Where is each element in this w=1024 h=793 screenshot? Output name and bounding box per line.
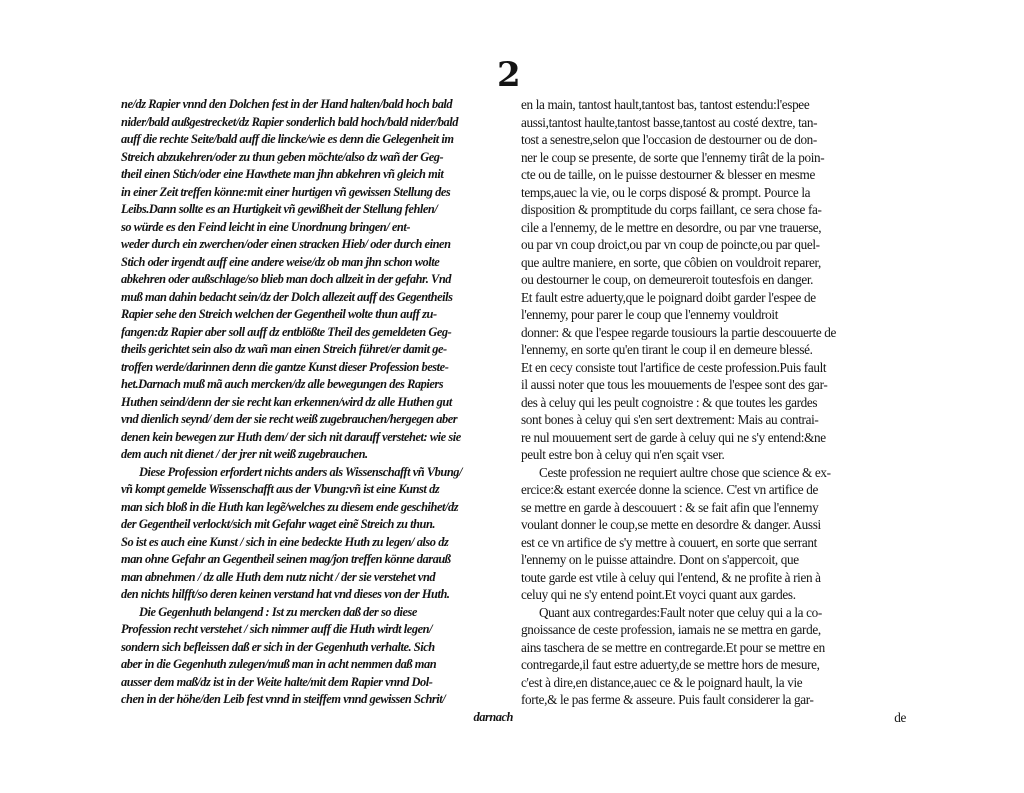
german-text-line: Die Gegenhuth belangend : Ist zu mercken daß der so diese [139,604,417,619]
french-text-line: Ceste profession ne requiert aultre chose que science & ex- [539,464,831,480]
french-text-line: que aultre maniere, en sorte, que côbien on vouldroit reparer, [521,254,822,270]
french-text-line: de [894,709,906,725]
german-text-line: vnd dienlich seynd/ dem der sie recht weiß zugebrauchen/hergegen aber [121,412,458,426]
german-text-line: darnach [473,709,513,724]
german-text-line: den nichts hilfft/so deren keinen verstand hat vnd dieses von der Huth. [121,587,450,601]
german-text-line: het.Darnach muß mã auch mercken/dz alle bewegungen des Rapiers [121,377,444,391]
german-text-line: in einer Zeit treffen könne:mit einer hurtigen vñ gewissen Stellung des [121,184,451,199]
german-text-line: sondern sich befleissen daß er sich in der Gegenhuth verhalte. Sich [121,639,435,654]
french-text-line: en la main, tantost hault,tantost bas, tantost estendu:l'espee [521,97,810,112]
german-text-line: theil einen Stich/oder eine Hawthete man jhn abkehren vñ gleich mit [121,167,444,181]
german-text-line: muß man dahin bedacht sein/dz der Dolch allezeit auff des Gegentheils [121,289,453,304]
german-text-line: so würde es den Feind leicht in eine Unordnung bringen/ ent- [121,219,411,234]
german-text-line: ne/dz Rapier vnnd den Dolchen fest in der Hand halten/bald hoch bald [121,97,453,111]
german-text-line: chen in der höhe/den Leib fest vnnd in steiffem vnnd gewissen Schrit/ [121,692,446,706]
german-text-line: dem auch nit dienet / der jrer nit weiß zugebrauchen. [121,447,368,461]
german-text-line: ausser dem maß/dz ist in der Weite halte/mit dem Rapier vnnd Dol- [121,674,433,689]
french-text-line: contregarde,il faut estre aduerty,de se mettre hors de mesure, [521,657,820,672]
german-text-line: Leibs.Dann sollte es an Hurtigkeit vñ gewißheit der Stellung fehlen/ [121,202,438,216]
french-text-line: re nul mouuement sert de garde à celuy qui ne s'y entend:&ne [521,429,826,445]
french-text-line: l'ennemy, en sorte qu'en tirant le coup il en demeure blessé. [521,342,813,357]
french-text-line: c'est à dire,en distance,auec ce & le poignard hault, la vie [521,674,803,690]
french-text-line: celuy qui ne s'y entend point.Et voyci quant aux gardes. [521,587,796,602]
french-text-line: ou destourner le coup, on demeureroit toutesfois en danger. [521,272,814,287]
french-text-line: disposition & promptitude du corps faillant, ce sera chose fa- [521,202,822,217]
french-text-line: ains taschera de se mettre en contregarde.Et pour se mettre en [521,639,825,655]
french-text-column [521,96,906,726]
german-text-line: So ist es auch eine Kunst / sich in eine bedeckte Huth zu legen/ also dz [121,534,449,549]
german-text-line: Profession recht verstehet / sich nimmer auff die Huth wirdt legen/ [121,622,433,636]
german-text-line: Streich abzukehren/oder zu thun geben möchte/also dz wañ der Geg- [121,149,444,164]
german-text-column [121,96,513,726]
french-text-line: se mettre en garde à descouuert : & se fait afin que l'ennemy [521,499,819,515]
french-text-line: toute garde est vtile à celuy qui l'entend, & ne profite à rien à [521,569,821,585]
german-text-line: troffen werde/darinnen denn die gantze Kunst dieser Profession beste- [121,359,449,374]
german-text-line: man ohne Gefahr an Gegentheil seinen mag/jon treffen könne darauß [121,552,451,566]
german-text-line: aber in die Gegenhuth zulegen/muß man in acht nemmen daß man [121,657,437,671]
german-text-line: Diese Profession erfordert nichts anders als Wissenschafft vñ Vbung/ [139,464,463,479]
french-text-line: Quant aux contregardes:Fault noter que celuy qui a la co- [539,604,822,620]
german-text-line: theils gerichtet sein also dz wañ man einen Streich führet/er damit ge- [121,342,447,356]
german-text-line: auff die rechte Seite/bald auff die lincke/wie es denn die Gelegenheit im [121,132,454,146]
french-text-line: aussi,tantost haulte,tantost basse,tantost au costé dextre, tan- [521,114,818,130]
german-text-line: weder durch ein zwerchen/oder einen stracken Hieb/ oder durch einen [121,237,451,251]
german-text-line: vñ kompt gemelde Wissenschafft aus der Vbung:vñ ist eine Kunst dz [121,482,440,496]
french-text-line: tost a senestre,selon que l'occasion de destourner ou de don- [521,132,817,147]
german-text-line: der Gegentheil verlockt/sich mit Gefahr waget einẽ Streich zu thun. [121,517,436,531]
french-text-line: ercice:& estant exercée donne la science. C'est vn artifice de [521,482,819,497]
french-text-line: Et en cecy consiste tout l'artifice de ceste profession.Puis fault [521,359,827,375]
french-text-line: cte ou de taille, on le puisse destourner & blesser en mesme [521,167,815,182]
german-text-line: Huthen seind/denn der sie recht kan erkennen/wird dz alle Huthen gut [121,394,452,409]
french-text-line: gnoissance de ceste profession, iamais ne se mettra en garde, [521,622,821,637]
german-text-line: fangen:dz Rapier aber soll auff dz entblößte Theil des gemeldeten Geg- [121,324,452,339]
french-text-line: il aussi noter que tous les mouuements de l'espee sont des gar- [521,377,828,392]
german-text-line: man sich bloß in die Huth kan legẽ/welches zu diesem ende geschihet/dz [121,499,459,514]
german-text-line: Rapier sehe den Streich welchen der Gegentheil wolte thun auff zu- [121,307,437,321]
french-text-line: ner le coup se presente, de sorte que l'ennemy tirât de la poin- [521,149,825,165]
german-text-line: Stich oder irgendt auff eine andere weise/dz ob man jhn schon wolte [121,254,440,269]
french-text-line: est ce vn artifice de s'y mettre à couuert, en sorte que serrant [521,534,817,550]
french-text-line: Et fault estre aduerty,que le poignard doibt garder l'espee de [521,289,816,305]
french-text-line: cile a l'ennemy, de le mettre en desordre, ou par vne trauerse, [521,219,822,235]
german-text-line: abkehren oder außschlage/so blieb man doch allzeit in der gefahr. Vnd [121,272,452,286]
french-text-line: forte,& le pas ferme & asseure. Puis fault considerer la gar- [521,692,814,707]
german-text-line: denen kein bewegen zur Huth dem/ der sich nit darauff verstehet: wie sie [121,429,461,444]
french-text-line: l'ennemy, pour parer le coup que l'ennemy vouldroit [521,307,779,322]
french-text-line: sont bones à celuy qui s'en sert dextrement: Mais au contrai- [521,412,819,427]
french-text-line: donner: & que l'espee regarde tousiours la partie descouuerte de [521,324,837,340]
french-text-line: peult estre bon à celuy qui n'en sçait vser. [521,447,725,462]
french-text-line: des à celuy qui les peult cognoistre : & que toutes les gardes [521,394,818,410]
german-text-line: nider/bald außgestrecket/dz Rapier sonderlich bald hoch/bald nider/bald [121,114,459,129]
french-text-line: ou par vn coup droict,ou par vn coup de poincte,ou par quel- [521,237,820,252]
french-text-line: voulant donner le coup,se mette en desordre & danger. Aussi [521,517,821,532]
french-text-line: l'ennemy on le puisse attaindre. Dont on s'appercoit, que [521,552,799,567]
german-text-line: man abnehmen / dz alle Huth dem nutz nicht / der sie verstehet vnd [121,569,436,584]
french-text-line: temps,auec la vie, ou le corps disposé & prompt. Pource la [521,184,811,200]
page-number: 2 [497,55,521,95]
